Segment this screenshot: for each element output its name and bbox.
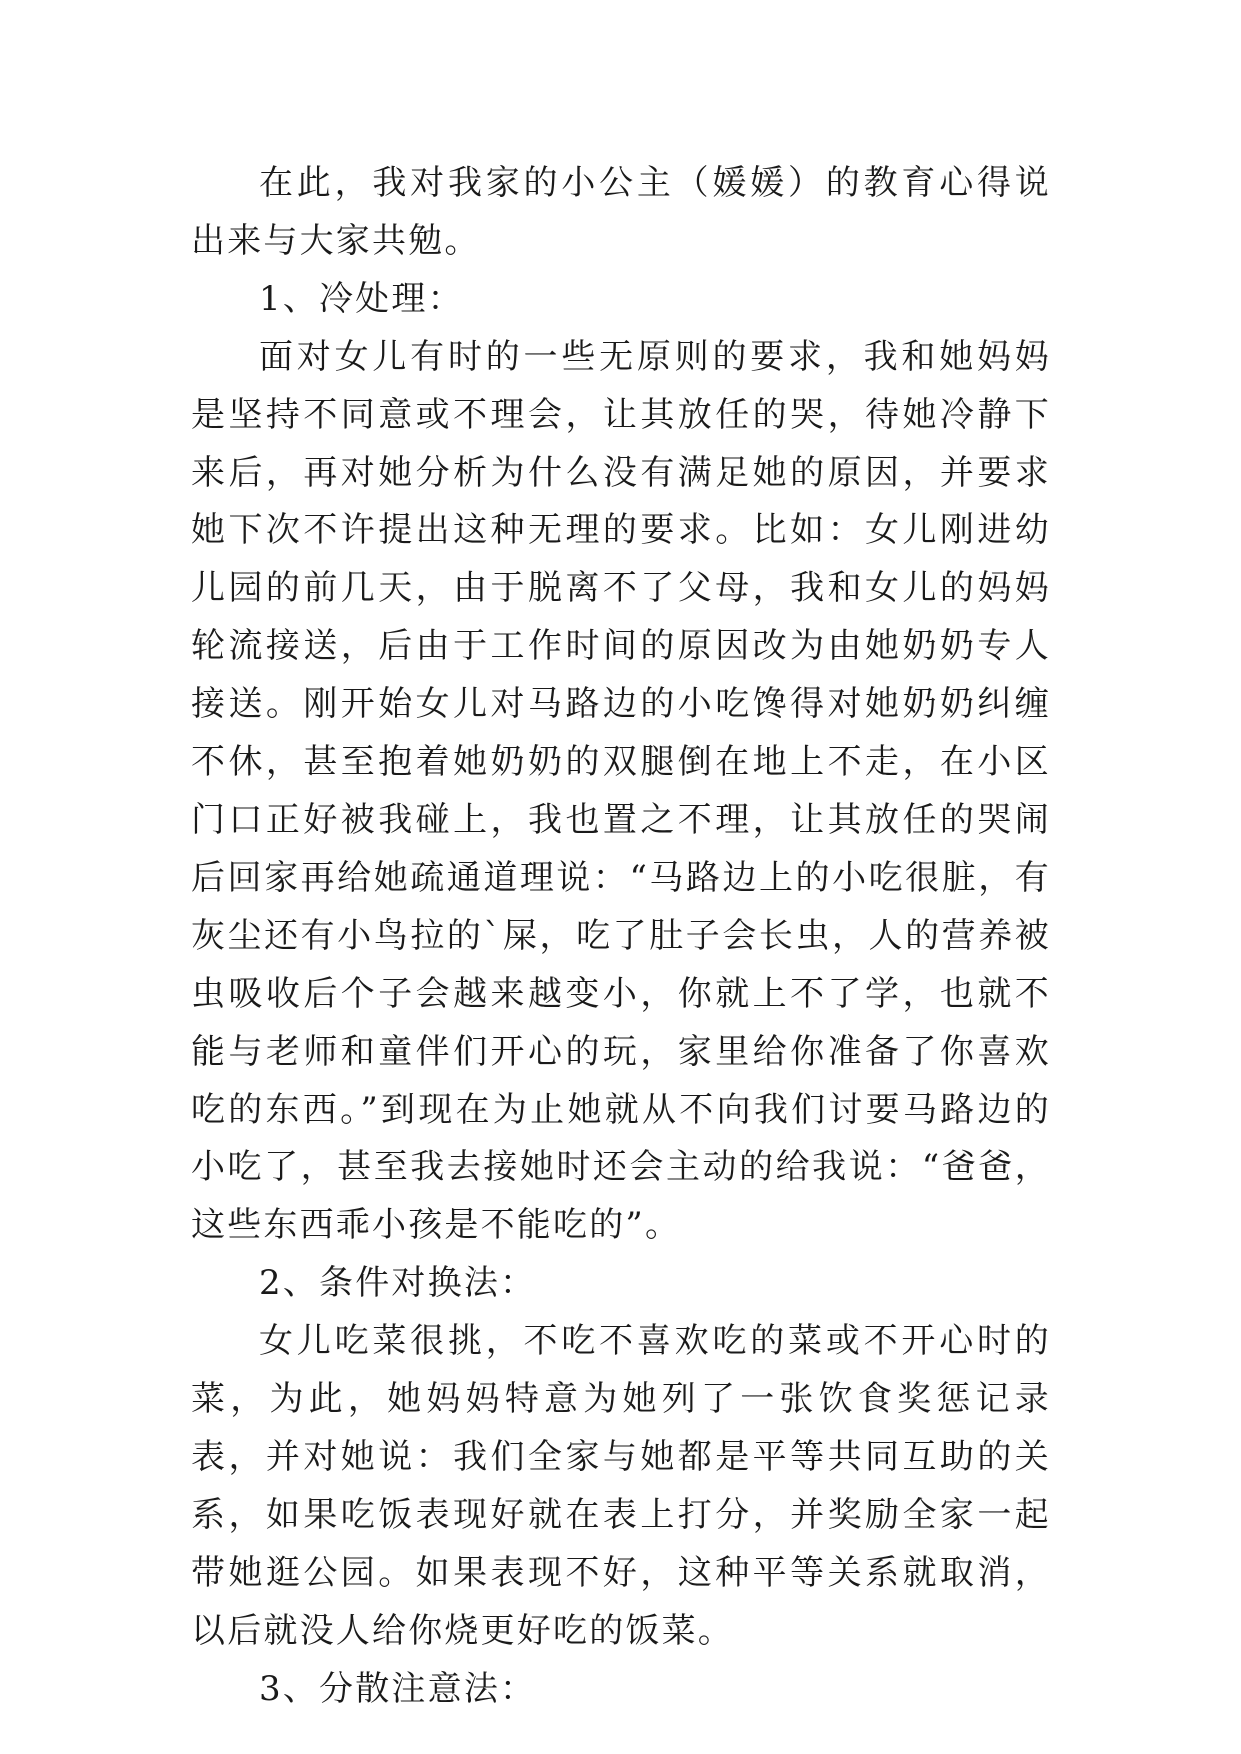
section-heading-distraction: 3、分散注意法： — [259, 1668, 537, 1709]
section-heading-cold-handling: 1、冷处理： — [259, 278, 464, 319]
paragraph-intro: 在此，我对我家的小公主（媛媛）的教育心得说出来与大家共勉。 — [191, 163, 1051, 261]
paragraph-cold-handling: 面对女儿有时的一些无原则的要求，我和她妈妈是坚持不同意或不理会，让其放任的哭，待她冷静下来后，再对她分析为什么没有满足她的原因，并要求她下次不许提出这种无理的要求。比如：女儿刚进幼儿园的前几天，由于脱离不了父母，我和女儿的妈妈轮流接送，后由于工作时间的原因改为由她奶奶专人接送。刚开始女儿对马路边的小吃馋得对她奶奶纠缠不休，甚至抱着她奶奶的双腿倒在地上不走，在小区门口正好被我碰上，我也置之不理，让其放任的哭闹后回家再给她疏通道理说：“马路边上的小吃很脏，有灰尘还有小鸟拉的`屎，吃了肚子会长虫，人的营养被虫吸收后个子会越来越变小，你就上不了学，也就不能与老师和童伴们开心的玩，家里给你准备了你喜欢吃的东西。”到现在为止她就从不向我们讨要马路边的小吃了，甚至我去接她时还会主动的给我说：“爸爸，这些东西乖小孩是不能吃的”。 — [191, 336, 1051, 1246]
paragraph-condition-exchange: 女儿吃菜很挑，不吃不喜欢吃的菜或不开心时的菜，为此，她妈妈特意为她列了一张饮食奖惩记录表，并对她说：我们全家与她都是平等共同互助的关系，如果吃饭表现好就在表上打分，并奖励全家一起带她逛公园。如果表现不好，这种平等关系就取消，以后就没人给你烧更好吃的饭菜。 — [191, 1321, 1051, 1651]
document-page — [191, 155, 1051, 1718]
section-heading-condition-exchange: 2、条件对换法： — [259, 1263, 537, 1304]
